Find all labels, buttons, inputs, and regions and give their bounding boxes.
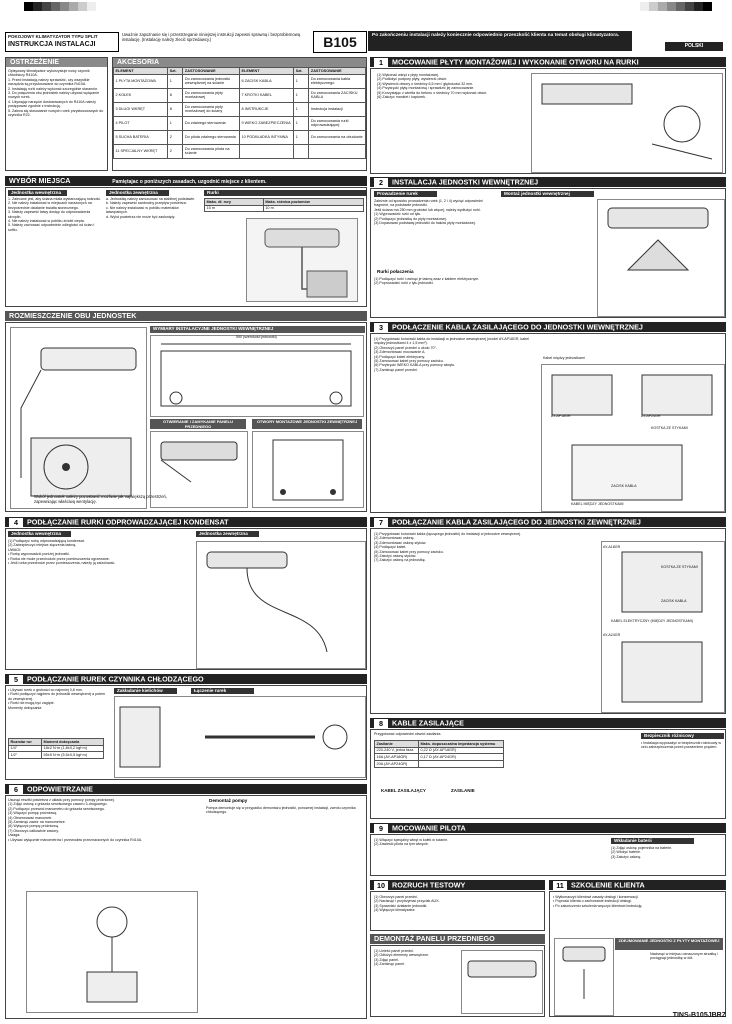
document-code: TINS-B105JBRZ [672, 1012, 726, 1020]
s10-title: ROZRUCH TESTOWY [392, 880, 466, 890]
s9-baterie-head: Wkładanie baterii [611, 838, 694, 844]
s10-title-bar [370, 880, 545, 890]
s9-title: MOCOWANIE PILOTA [392, 823, 466, 833]
demontaz-section [370, 945, 545, 1017]
akcesoria-cell: Do zamocowania jednostki wewnętrznej na ścianie [183, 74, 240, 88]
header-notice: Uważnie zapoznanie się i przestrzeganie niniejszej instrukcji zapewni sprawną i bezproblemową instalację. (Instalację należy zlecić sprzedawcy.) [122, 32, 301, 43]
s1-title: MOCOWANIE PŁYTY MONTAŻOWEJ I WYKONANIE OTWORU NA RURKI [392, 57, 639, 67]
s2-sub1: Prowadzenie rurek [374, 191, 437, 197]
s3-label-kabel: KABEL MIĘDZY JEDNOSTKAMI [571, 502, 624, 506]
outdoor-holes-drawing [252, 431, 364, 508]
s6-drawing [26, 891, 198, 1013]
akcesoria-cell: Do zamocowania rurki odprowadzającej [309, 116, 366, 130]
akcesoria-cell: 1 [294, 130, 309, 144]
s7-label-a18: AY-A18GR [603, 545, 621, 549]
s1-title-bar [370, 57, 726, 67]
demontaz-drawing [461, 950, 543, 1014]
s7-title: PODŁĄCZANIE KABLA ZASILAJĄCEGO DO JEDNOSTKI ZEWNĘTRZNEJ [392, 517, 641, 527]
demontaz-title: DEMONTAŻ PANELU PRZEDNIEGO [374, 934, 495, 943]
s2-drawing [597, 199, 725, 317]
col-szt-2: Szt. [294, 68, 309, 75]
s6-section [5, 795, 367, 1019]
s5-title: PODŁĄCZANIE RUREK CZYNNIKA CHŁODZĄCEGO [27, 674, 204, 684]
wybor-title-bar [5, 176, 367, 186]
s7-number: 7 [374, 518, 388, 527]
akcesoria-cell: Do zdalnego sterowania [183, 116, 240, 130]
demontaz-text: (1) Unieść panel przedni. (2) Odłożyć elementy wewnętrzne. (3) Zdjąć panel. (4) Zamknąć panel. [374, 949, 430, 967]
s5-number: 5 [9, 675, 23, 684]
s7-section [370, 528, 726, 714]
akcesoria-cell: 1 [294, 74, 309, 88]
s8-bezpiecznik-text: • Instalacja wyposażyć w bezpiecznik różnicowy w celu zabezpieczenia przed porażeniem prądem. [641, 741, 721, 750]
akcesoria-cell: 7 KROTKI KABEL [239, 88, 293, 102]
akcesoria-cell: 8 [168, 88, 183, 102]
s8-cell: 0,22 Ω (AY-AP18GR) [418, 747, 503, 754]
akcesoria-cell: Do pilota zdalnego sterowania [183, 130, 240, 144]
indoor-unit-sketch [246, 218, 358, 302]
s10-text: (1) Otworzyć panel przedni. (2) Nacisnąć i przytrzymać przycisk AUX. (3) Sprawdzić działanie jednostki. (4) Wyłączyć klimatyzator. [374, 895, 440, 913]
s2-section [370, 188, 726, 318]
zdejmowanie-text: Nacisnąć w miejscu oznaczonym strzałką i pociągnąć jednostkę w dół. [650, 952, 718, 961]
s8-table [374, 740, 504, 768]
s9-baterie-text: (1) Zdjąć osłonę pojemnika na baterie. (2) Włożyć baterie. (3) Założyć osłonę. [611, 846, 673, 859]
akcesoria-cell: Do zamocowania kabla elektrycznego [309, 74, 366, 88]
s3-label-ap24: AY-AP24GR [641, 414, 661, 418]
akcesoria-cell: 4 PILOT [114, 116, 168, 130]
torque-table [8, 738, 104, 759]
akcesoria-cell: 1 PŁYTA MONTAŻOWA [114, 74, 168, 88]
s11-title-bar [549, 880, 726, 890]
s2-title: INSTALACJA JEDNOSTKI WEWNĘTRZNEJ [392, 177, 539, 187]
header-title-box [5, 32, 119, 52]
color-registration-bar-right [640, 2, 712, 11]
col-element-2: ELEMENT [239, 68, 293, 75]
akcesoria-cell: 1 [168, 74, 183, 88]
header-warning: Po zakończeniu instalacji należy koniecznie odpowiednio przeszkolić klienta na temat obsługi klimatyzatora. [368, 31, 632, 51]
torque-row [9, 752, 104, 759]
ostrzezenie-section [5, 57, 108, 171]
akcesoria-cell: 1 [294, 116, 309, 130]
wybor-title: WYBÓR MIEJSCA [9, 176, 71, 185]
color-registration-bar [24, 2, 96, 11]
akcesoria-cell [309, 144, 366, 158]
otwory-head: OTWORY MONTAŻOWE JEDNOSTKI ZEWNĘTRZNEJ [252, 419, 362, 429]
rozmieszczenie-title: ROZMIESZCZENIE OBU JEDNOSTEK [9, 311, 137, 320]
zdejmowanie-drawing [554, 938, 614, 1016]
s7-title-bar [370, 517, 726, 527]
akcesoria-row [114, 74, 366, 88]
s6-number: 6 [9, 785, 23, 794]
indoor-text: 1. Zalecane jest, aby ściana miała wystarczającą nośność. 2. Nie należy instalować w miejscach narażonych na bezpośrednie działanie światła słonecznego. 3. Należy zapewnić łatwy dostęp do odprowadzenia skroplin. 4. Nie należy instalować w pobliżu źródeł ciepła. 5. Należy zachować odpowiednie odległości od ścian i sufitu. [8, 197, 102, 232]
akcesoria-cell: 1 [294, 88, 309, 102]
akcesoria-cell: 8 INSTRUKCJE [239, 102, 293, 116]
s1-text: (1) Wykonać wkręt z płyty montażowej. (2) Podłożyć podpory płyty, wywiercić otwór. (3) Wywiercić otwory o średnicy 6,5 mm i głębokości 32 mm. (4) Przykręcić płytę montażową i sprawdzić jej zamocowanie. (5) Korzystając z wiertła do betonu o średnicy 70 mm wykonać otwór. (6) Założyć mankiet i kapturek. [377, 73, 488, 100]
wybor-section [5, 187, 367, 307]
s9-number: 9 [374, 824, 388, 833]
torque-cell: 1/2" [9, 752, 42, 759]
s7-label-a24: AY-A24GR [603, 633, 621, 637]
torque-row [9, 739, 104, 746]
s8-cell: 16A (AY-AP18GR) [375, 754, 419, 761]
s3-section [370, 333, 726, 513]
akcesoria-cell: 2 [168, 144, 183, 158]
col-szt: Szt. [168, 68, 183, 75]
s11-number: 11 [553, 881, 567, 890]
akcesoria-cell: 9 WIEKO ZABEZPIECZENIA [239, 116, 293, 130]
demontaz-title-bar [370, 934, 545, 944]
s8-text: Przygotować odpowiedni obwód zasilania. [374, 732, 442, 736]
s5-drawing [114, 696, 366, 778]
akcesoria-section [112, 57, 367, 171]
akcesoria-cell: 3 DŁUGI WKRĘT [114, 102, 168, 116]
s4-outdoor: Jednostka zewnętrzna [196, 531, 259, 537]
wymiary-head: WYMIARY INSTALACYJNE JEDNOSTKI WEWNĘTRZNEJ [150, 326, 365, 333]
outdoor-head: Jednostka zewnętrzna [106, 190, 169, 196]
s8-title: KABLE ZASILAJĄCE [392, 718, 464, 728]
language-badge: POLSKI [665, 42, 723, 51]
s8-th-1: Zasilanie [375, 741, 419, 748]
akcesoria-cell: 5 SUCHA BATERIA [114, 130, 168, 144]
s8-title-bar [370, 718, 726, 728]
outdoor-text: a. Jednostkę należy zamocować na stabilnej podstawie. b. Należy zapewnić swobodny przepływ powietrza. c. Nie należy instalować w pobliżu materiałów łatwopalnych. d. Wylot powietrza nie może być zasłonięty. [106, 197, 196, 219]
akcesoria-cell: Do zamocowania na obudowie [309, 130, 366, 144]
pipes-table [204, 198, 364, 212]
col-use: ZASTOSOWANIE [183, 68, 240, 75]
s1-drawing [531, 73, 723, 173]
s8-section [370, 729, 726, 819]
s9-title-bar [370, 823, 726, 833]
s6-pompa-text: Pompa demontuje się w przypadku demontażu jednostki, ponownej instalacji, zwrotu czynnika chłodzącego. [206, 806, 356, 815]
s4-title-bar [5, 517, 367, 527]
torque-cell: Moment dokręcania [42, 739, 104, 746]
rozmieszczenie-note: Wokół jednostek należy pozostawić możliwie jak największą przestrzeń, zapewniając właściwą wentylację. [34, 494, 168, 505]
s6-text: Usunąć resztki powietrza z układu przy pomocy pompy próżniowej. (1) Zdjąć osłonę z gniazda serwisowego zaworu 3-drogowego. (2) Podłączyć przewód manometru do gniazda serwisowego. (3) Włączyć pompę próżniową. (4) Obserwować manometr. (5) Zamknąć zawór na manometrze. (6) Wyłączyć pompę próżniową. (7) Otworzyć całkowicie zawory. Uwaga: • Używać wyłącznie manometrów i przewodów przeznaczonych do czynnika R410A. [8, 798, 143, 842]
rozmieszczenie-title-bar [5, 311, 367, 321]
pipes-th-level: Maks. różnica poziomów [263, 199, 363, 206]
pipes-head: Rurki [204, 190, 367, 196]
akcesoria-cell: Do zamocowania pilota na ścianie [183, 144, 240, 158]
s2-sub2: Montaż jednostki wewnętrznej [501, 191, 594, 197]
akcesoria-cell: 10 PODKŁADKA INTYMNA [239, 130, 293, 144]
s8-th-2: Maks. dopuszczalna impedancja systemu [418, 741, 503, 748]
torque-cell: 55±5 N·m (5,5±0,5 kgf·m) [42, 752, 104, 759]
s4-section [5, 528, 367, 670]
s10-number: 10 [374, 881, 388, 890]
s3-drawing [541, 364, 725, 512]
zdejmowanie-head: ZDEJMOWANIE JEDNOSTKI Z PŁYTY MONTAŻOWEJ [615, 938, 723, 950]
s7-label-zacisk: ZACISK KABLA [661, 599, 687, 603]
indoor-head: Jednostka wewnętrzna [8, 190, 67, 196]
s2-number: 2 [374, 178, 388, 187]
s4-title: PODŁĄCZANIE RURKI ODPROWADZAJĄCEJ KONDENSAT [27, 517, 229, 527]
s8-bezpiecznik-head: Bezpiecznik różnicowy [641, 733, 724, 739]
pipes-th-len: Maks. dł. rury [205, 199, 264, 206]
s8-row [375, 747, 504, 754]
col-use-2: ZASTOSOWANIE [309, 68, 366, 75]
s7-label-kostka: KOSTKA ZE STYKAMI [661, 565, 698, 569]
akcesoria-row [114, 102, 366, 116]
s9-section [370, 834, 726, 876]
s3-label-zacisk: ZACISK KABLA [611, 484, 637, 488]
akcesoria-cell: 11 SPECJALNY WKRĘT [114, 144, 168, 158]
akcesoria-row [114, 88, 366, 102]
s3-title: PODŁĄCZENIE KABLA ZASILAJĄCEGO DO JEDNOSTKI WEWNĘTRZNEJ [392, 322, 643, 332]
s8-kabel-head: KABEL ZASILAJĄCY [381, 788, 426, 793]
s6-title-bar [5, 784, 367, 794]
s8-row [375, 754, 504, 761]
s11-text: • Wytłumaczyć klientowi zasady obsługi i konserwacji. • Poprosić klienta o zachowanie instrukcji obsługi. • Po zakończeniu szkolenia wręczyć klientowi instrukcję. [553, 895, 643, 908]
s3-label-ap18: AY-AP18GR [551, 414, 571, 418]
s5-title-bar [5, 674, 367, 684]
s4-number: 4 [9, 518, 23, 527]
ostrzezenie-title: OSTRZEŻENIE [6, 58, 107, 67]
s11-title: SZKOLENIE KLIENTA [571, 880, 645, 890]
ostrzezenie-text: Opisywany klimatyzator wykorzystuje nowy czynnik chłodniczy R410A. 1. Przed instalacją należy sprawdzić, czy wszystkie narzędzia są przystosowane do czynnika R410A. 2. Instalację rurki należy wykonać szczególnie starannie. 3. Do połączenia obu jednostek należy używać wyłącznie nowych rurek. 4. Używając narzędzi dostosowanych do R410A należy postępować zgodnie z instrukcją. 5. Zaleca się stosowanie nowych rurek przystosowanych do czynnika R22. [8, 69, 104, 118]
akcesoria-cell: 6 ZACISK KABLA [239, 74, 293, 88]
s8-row [375, 761, 504, 768]
wybor-subtitle: Pamiętajac o poniższych zasadach, uzgodnić miejsce z klientem. [112, 179, 267, 185]
wymiary-drawing [150, 335, 364, 417]
s5-zakladanie: Zakładanie kielichów [114, 688, 177, 694]
model-code: B105 [313, 31, 367, 53]
s6-pompa-head: Demontaż pompy [206, 798, 269, 804]
s7-label-kabel: KABEL ELEKTRYCZNY (MIĘDZY JEDNOSTKAMI) [611, 619, 693, 623]
s5-text: • Używać rurek o grubości co najmniej 0,8 mm. • Rurki podłączyć najpierw do jednostki wewnętrznej a potem do zewnętrznej. • Rurki nie mogą być zagięte. Momenty dokręcania [8, 688, 106, 710]
akcesoria-cell: Do zamocowania ZACISKU KABLA [309, 88, 366, 102]
s2-title-bar [370, 177, 726, 187]
s3-title-bar [370, 322, 726, 332]
s8-zasilanie-head: ZASILANIE [451, 788, 475, 793]
s3-text: (1) Przygotować końcówki kabla do instalacji w jednostce wewnętrznej (model AY-AP18GR, kabel między jednostkami 4 x 1,5 mm²). (2) Otworzyć panel przedni o około 70°. (3) Zdemontować mocowanie A. (4) Podłączyć kabel elektryczny. (5) Zamocować kabel przy pomocy zacisku. (6) Przykręcić WIEKO KABLA przy pomocy wkrętu. (7) Zamknąć panel przedni. [374, 337, 530, 372]
s8-number: 8 [374, 719, 388, 728]
akcesoria-row [114, 144, 366, 158]
akcesoria-table [113, 67, 366, 159]
akcesoria-cell: Do zamocowania płyty montażowej [183, 88, 240, 102]
akcesoria-cell: 8 [168, 102, 183, 116]
akcesoria-cell: 1 [294, 102, 309, 116]
s7-text: (1) Przygotować końcówki kabla (łączącego jednostki) do instalacji w jednostce zewnętrznej. (2) Zdemontować osłonę. (3) Zdemontować osłonę styków. (4) Podłączyć kabel. (5) Zamocować kabel przy pomocy zacisku. (6) Założyć osłonę styków. (7) Założyć osłonę na jednostkę. [374, 532, 522, 563]
akcesoria-cell: Instrukcja instalacji [309, 102, 366, 116]
s8-cell: 20A (AY-AP24GR) [375, 761, 419, 768]
akcesoria-cell: Do zamocowania płyty montażowej do ściany [183, 102, 240, 116]
akcesoria-cell: 2 [168, 130, 183, 144]
units-layout-drawing [10, 327, 147, 509]
header-title-main: INSTRUKCJA INSTALACJI [8, 40, 96, 48]
pipes-level: 10 m [263, 205, 363, 212]
torque-cell: 1/4" [9, 745, 42, 752]
dim-top-label: 590 (szerokość jednostki) [236, 335, 277, 339]
s4-text: (1) Podłączyć rurkę odprowadzającą kondensat. (2) Zabezpieczyć miejsce złączenia taśmą. UWAGI: • Rurkę wyprowadzić poniżej jednostki. • Rurka nie może przechodzić przez pomieszczenia ogrzewane. • Jeśli rurka przechodzi przez pomieszczenia, należy ją zaizolować. [8, 539, 116, 566]
akcesoria-title: AKCESORIA [113, 58, 366, 67]
s1-number: 1 [374, 58, 388, 67]
torque-row [9, 745, 104, 752]
s3-number: 3 [374, 323, 388, 332]
s2-sub3: Rurki połaczenia [374, 269, 437, 275]
akcesoria-cell: 2 KOŁEK [114, 88, 168, 102]
s3-label-kostka: KOSTKA ZE STYKAMI [651, 426, 688, 430]
s5-section [5, 685, 367, 780]
akcesoria-cell [294, 144, 309, 158]
s9-text: (1) Włączyć specjalny wkręt w kołek w ścianie. (2) Zawiesić pilota na tym wkręcie. [374, 838, 449, 847]
s8-cell [418, 761, 503, 768]
akcesoria-cell: 1 [168, 116, 183, 130]
s10-section [370, 891, 545, 931]
s6-title: ODPOWIETRZANIE [27, 784, 93, 794]
akcesoria-cell [239, 144, 293, 158]
akcesoria-row [114, 116, 366, 130]
header-title-small: POKOJOWY KLIMATYZATOR TYPU SPLIT [8, 34, 98, 39]
otwieranie-head: OTWIERANIE I ZAMYKANIE PANELU PRZEDNIEGO [150, 419, 246, 429]
s11-section [549, 891, 726, 1017]
torque-cell: Rozmiar rur [9, 739, 42, 746]
s4-indoor: Jednostka wewnętrzna [8, 531, 71, 537]
s2-text: Zależnie od sposobu prowadzenia rurek (1, 2 i 4) wyciąć odpowiedni fragment, na podstawie jednostki. Jeśli ściana ma 250 mm grubości lub więcej, należy wydłużyć rurki. (1) Wyprowadzić rurki od tyłu. (2) Podłączyć jednostkę do płyty montażowej. (3) Dopasować podstawę jednostki do haków płyty montażowej. [374, 199, 483, 226]
s4-drawing [196, 541, 366, 669]
s5-laczenie: Łączenie rurek [191, 688, 254, 694]
s8-cell: 220-240 V, jedna faza [375, 747, 419, 754]
pipes-len: 15 m [205, 205, 264, 212]
akcesoria-row [114, 130, 366, 144]
torque-cell: 18±2 N·m (1,8±0,2 kgf·m) [42, 745, 104, 752]
s1-section [370, 68, 726, 174]
rozmieszczenie-section [5, 322, 367, 512]
s3-label-cable: Kabel między jednostkami [543, 356, 585, 360]
s8-cell: 0,17 Ω (AY-AP24GR) [418, 754, 503, 761]
col-element: ELEMENT [114, 68, 168, 75]
s2-text2: (1) Podłączyć rurki i owinąć je taśmą wraz z kablem elektrycznym. (2) Poprowadzić rurki z tyłu jednostki. [374, 277, 480, 286]
